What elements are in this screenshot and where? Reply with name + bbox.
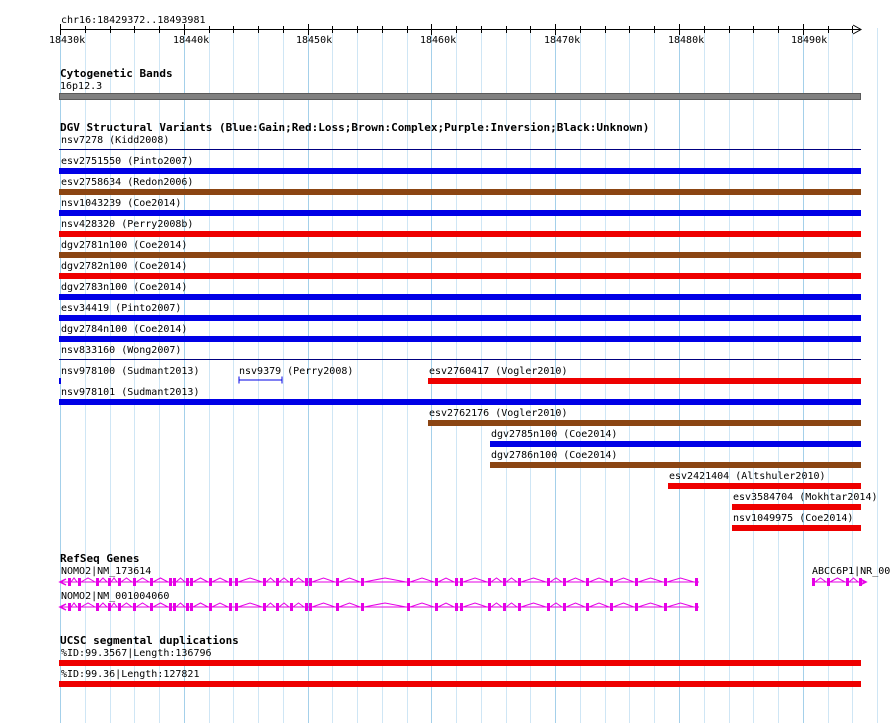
gene-model-nomo2-nm173614[interactable] (60, 578, 699, 586)
sv-feature-nsv833160[interactable] (59, 359, 861, 360)
sv-feature-esv2762176[interactable] (428, 420, 861, 426)
gene-label-abcc6p1: ABCC6P1|NR_00 (812, 566, 890, 577)
dgv-track-title[interactable]: DGV Structural Variants (Blue:Gain;Red:Loss;Brown:Complex;Purple:Inversion;Black:Unknown) (60, 121, 650, 134)
sv-feature-nsv978100[interactable] (59, 378, 61, 384)
segdup-track-title[interactable]: UCSC segmental duplications (60, 634, 239, 647)
sv-label-dgv2786n100: dgv2786n100 (Coe2014) (491, 450, 618, 461)
sv-label-dgv2782n100: dgv2782n100 (Coe2014) (61, 261, 188, 272)
ruler-tick-label: 18470k (544, 35, 581, 46)
sv-feature-nsv1049975[interactable] (732, 525, 861, 531)
coordinate-ruler (0, 0, 890, 60)
cytoband-track-title[interactable]: Cytogenetic Bands (60, 67, 173, 80)
sv-label-esv2421404: esv2421404 (Altshuler2010) (669, 471, 826, 482)
sv-label-nsv833160: nsv833160 (Wong2007) (61, 345, 182, 356)
sv-feature-dgv2785n100[interactable] (490, 441, 861, 447)
cytoband-feature[interactable] (59, 93, 861, 100)
sv-feature-dgv2783n100[interactable] (59, 294, 861, 300)
refseq-gene-models[interactable] (0, 560, 890, 620)
sv-feature-esv34419[interactable] (59, 315, 861, 321)
segdup-label-1: %ID:99.3567|Length:136796 (61, 648, 212, 659)
sv-feature-nsv978101[interactable] (59, 399, 861, 405)
sv-label-esv2758634: esv2758634 (Redon2006) (61, 177, 194, 188)
sv-feature-dgv2784n100[interactable] (59, 336, 861, 342)
sv-feature-esv2751550[interactable] (59, 168, 861, 174)
ruler-tick-label: 18440k (173, 35, 210, 46)
sv-feature-esv2758634[interactable] (59, 189, 861, 195)
sv-feature-esv2421404[interactable] (668, 483, 861, 489)
sv-label-nsv7278: nsv7278 (Kidd2008) (61, 135, 170, 146)
sv-label-dgv2784n100: dgv2784n100 (Coe2014) (61, 324, 188, 335)
ruler-tick-label: 18460k (420, 35, 457, 46)
ruler-tick-label: 18480k (668, 35, 705, 46)
ruler-tick-label: 18490k (791, 35, 828, 46)
sv-label-esv2762176: esv2762176 (Vogler2010) (429, 408, 568, 419)
segdup-label-2: %ID:99.36|Length:127821 (61, 669, 200, 680)
sv-label-nsv9379: nsv9379 (Perry2008) (239, 366, 354, 377)
sv-label-dgv2783n100: dgv2783n100 (Coe2014) (61, 282, 188, 293)
gene-model-abcc6p1[interactable] (812, 578, 866, 586)
sv-label-nsv1043239: nsv1043239 (Coe2014) (61, 198, 182, 209)
sv-label-esv3584704: esv3584704 (Mokhtar2014) (733, 492, 878, 503)
sv-feature-esv3584704[interactable] (732, 504, 861, 510)
sv-label-dgv2785n100: dgv2785n100 (Coe2014) (491, 429, 618, 440)
sv-feature-nsv7278[interactable] (59, 149, 861, 150)
sv-feature-esv2760417[interactable] (428, 378, 861, 384)
sv-feature-dgv2781n100[interactable] (59, 252, 861, 258)
gene-label-nomo2-nm173614: NOMO2|NM_173614 (61, 566, 152, 577)
sv-label-nsv428320: nsv428320 (Perry2008b) (61, 219, 194, 230)
sv-label-esv2760417: esv2760417 (Vogler2010) (429, 366, 568, 377)
segdup-feature-1[interactable] (59, 660, 861, 666)
sv-feature-nsv9379[interactable] (238, 376, 284, 384)
sv-feature-nsv428320[interactable] (59, 231, 861, 237)
sv-feature-dgv2786n100[interactable] (490, 462, 861, 468)
sv-label-nsv978100: nsv978100 (Sudmant2013) (61, 366, 200, 377)
sv-label-nsv1049975: nsv1049975 (Coe2014) (733, 513, 854, 524)
ruler-tick-label: 18450k (296, 35, 333, 46)
sv-feature-nsv1043239[interactable] (59, 210, 861, 216)
cytoband-label: 16p12.3 (60, 81, 103, 92)
gene-label-nomo2-nm001004060: NOMO2|NM_001004060 (61, 591, 170, 602)
segdup-feature-2[interactable] (59, 681, 861, 687)
ruler-tick-label: 18430k (49, 35, 86, 46)
sv-label-nsv978101: nsv978101 (Sudmant2013) (61, 387, 200, 398)
refseq-track-title[interactable]: RefSeq Genes (60, 552, 140, 565)
sv-feature-dgv2782n100[interactable] (59, 273, 861, 279)
gene-model-nomo2-nm001004060[interactable] (60, 603, 699, 611)
sv-label-dgv2781n100: dgv2781n100 (Coe2014) (61, 240, 188, 251)
sv-label-esv2751550: esv2751550 (Pinto2007) (61, 156, 194, 167)
ruler-range-label: chr16:18429372..18493981 (61, 15, 206, 26)
sv-label-esv34419: esv34419 (Pinto2007) (61, 303, 182, 314)
